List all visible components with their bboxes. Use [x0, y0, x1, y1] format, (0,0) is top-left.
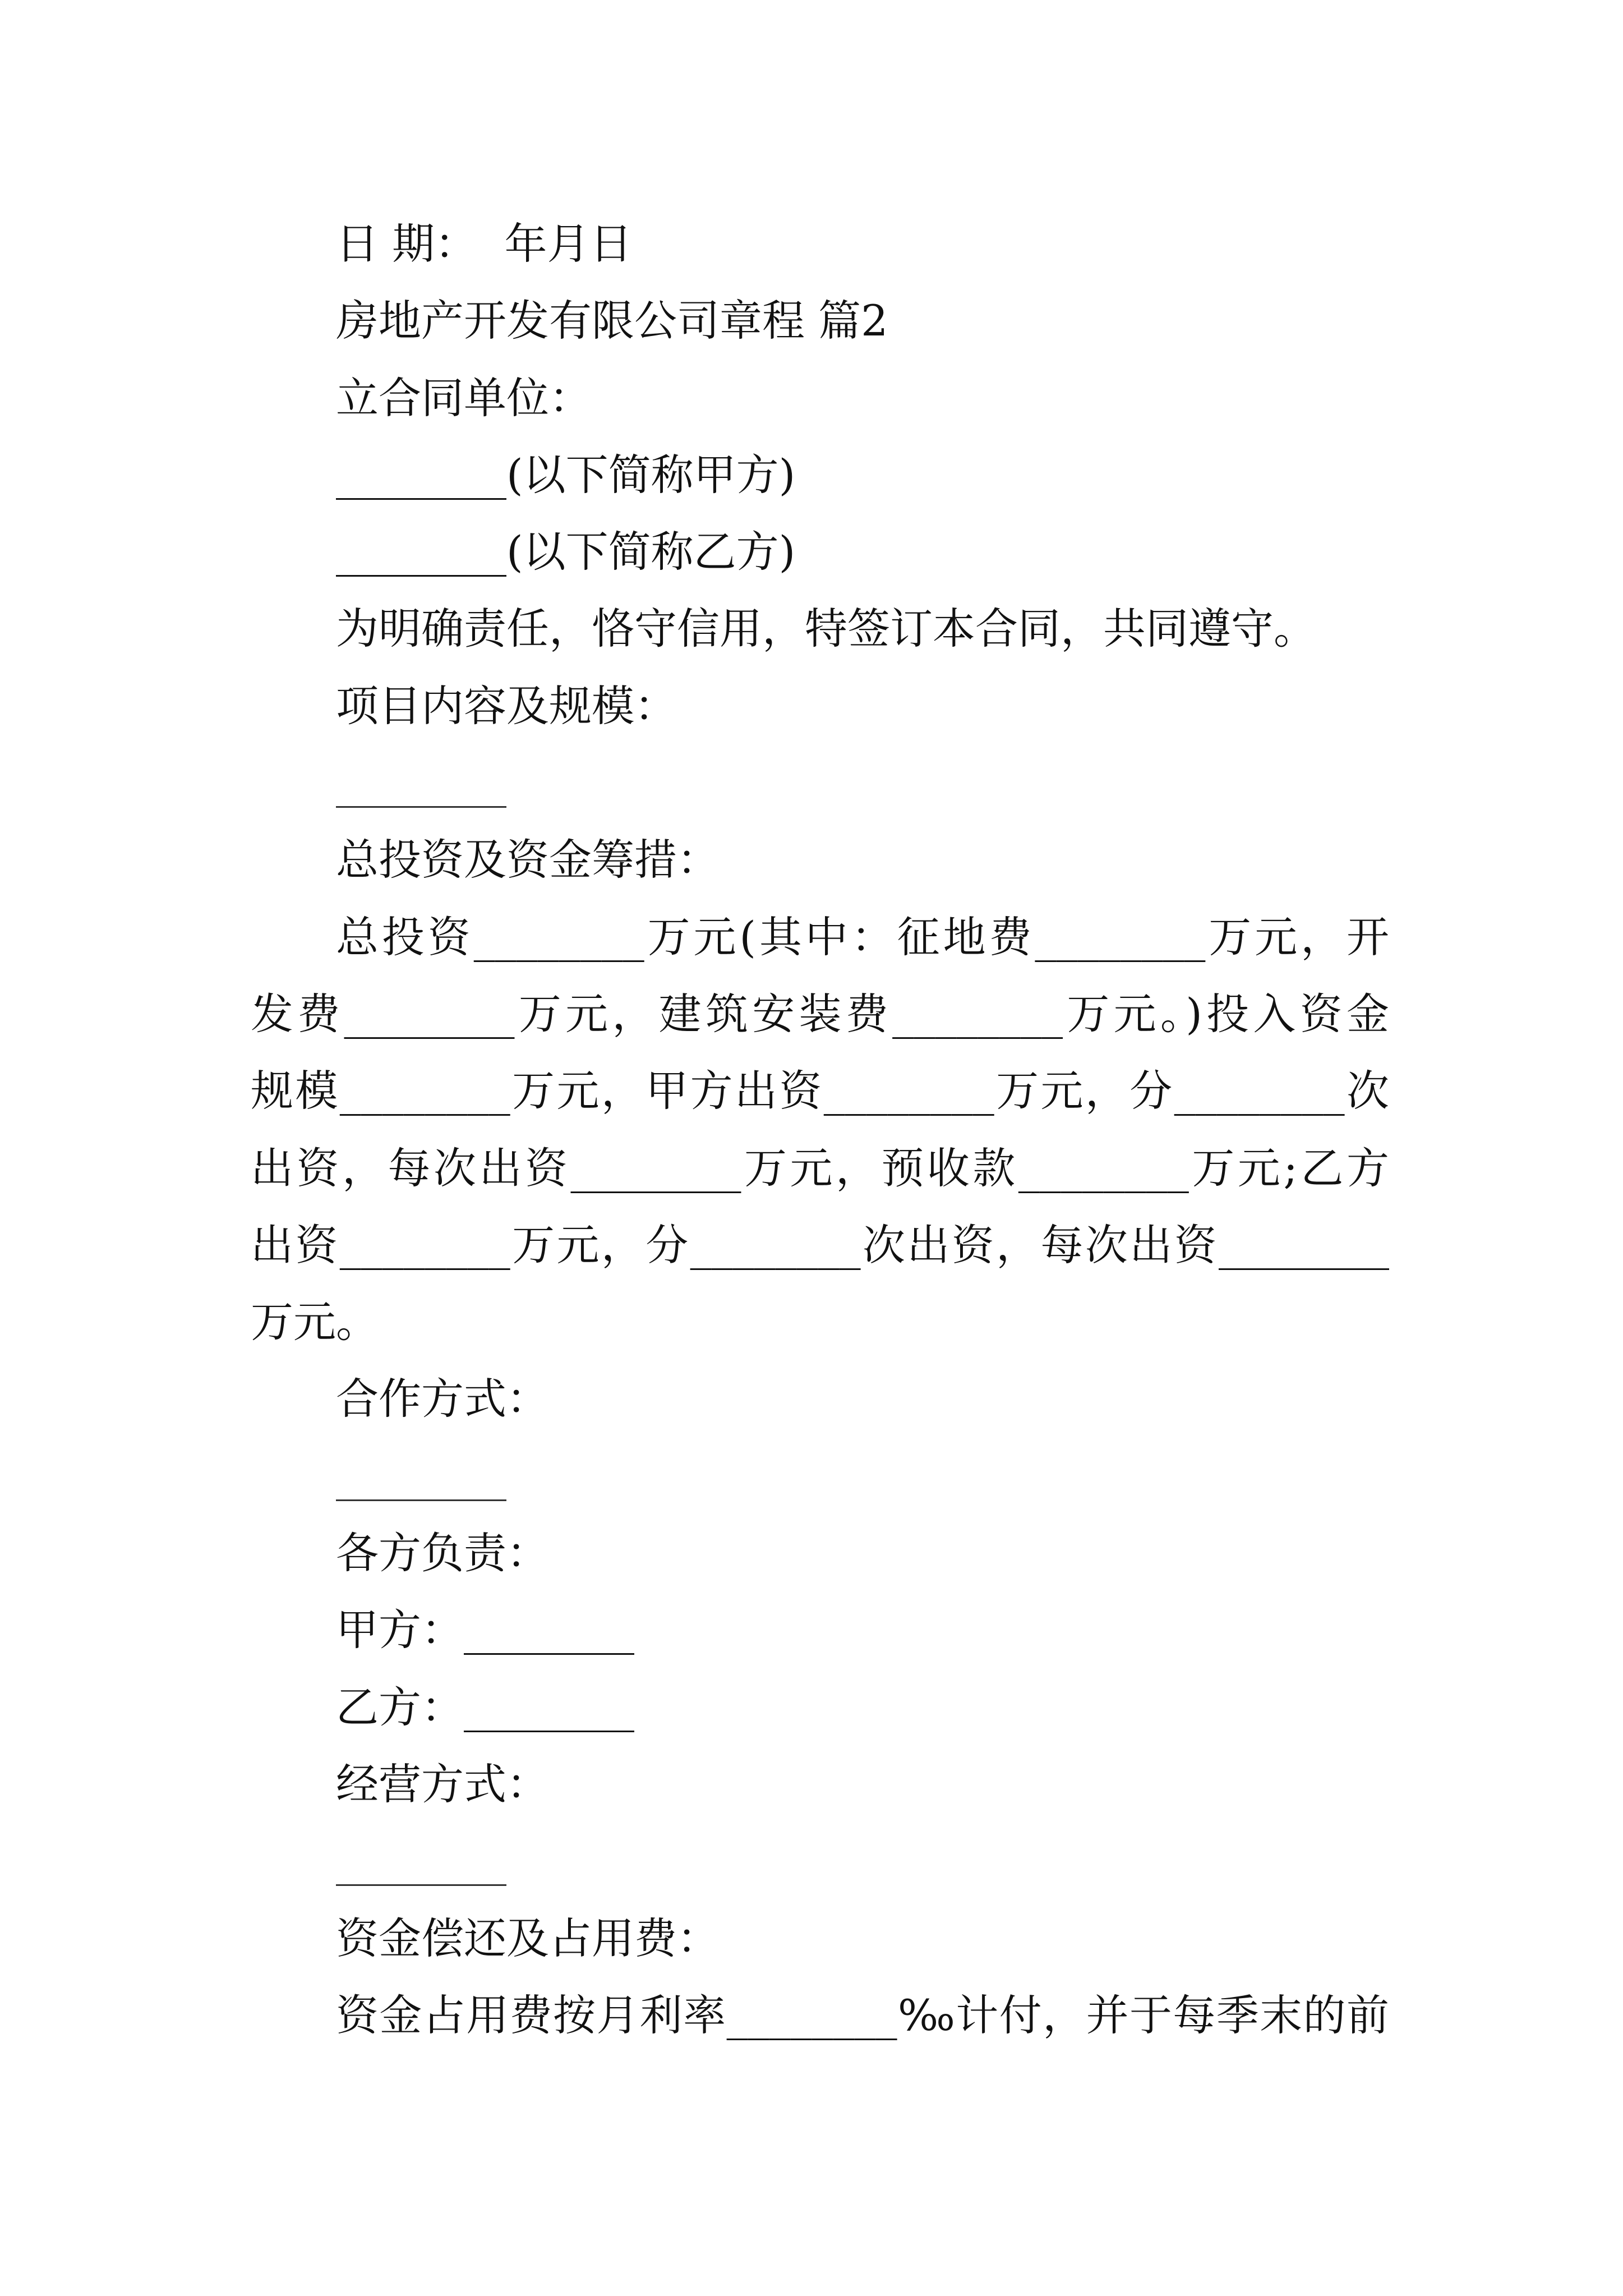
date-line: 日 期： 年月日 — [336, 219, 633, 269]
document-body — [251, 205, 1389, 2054]
investment-paragraph-line: 总投资________万元(其中：征地费________万元，开 — [336, 912, 1389, 962]
party-a-line: ________(以下简称甲方) — [336, 449, 796, 500]
repayment-paragraph-line: 资金占用费按月利率________‰计付，并于每季末的前 — [336, 1990, 1389, 2040]
repayment-heading: 资金偿还及占用费： — [336, 1913, 720, 1963]
party-b-line: ________(以下简称乙方) — [336, 527, 796, 577]
responsibilities-heading: 各方负责： — [336, 1528, 549, 1579]
investment-paragraph-line: 发费________万元，建筑安装费________万元。)投入资金 — [251, 988, 1389, 1039]
investment-paragraph-line: 出资，每次出资________万元，预收款________万元;乙方 — [251, 1143, 1389, 1193]
contract-parties-label: 立合同单位： — [336, 372, 592, 423]
project-scope-heading: 项目内容及规模： — [336, 680, 677, 731]
responsibility-party-a: 甲方：________ — [336, 1605, 634, 1655]
cooperation-mode-blank: ________ — [336, 1451, 506, 1501]
operation-mode-blank: ________ — [336, 1836, 506, 1887]
investment-paragraph-line: 出资________万元，分________次出资，每次出资________ — [251, 1220, 1389, 1270]
document-title: 房地产开发有限公司章程 篇2 — [336, 296, 888, 346]
investment-paragraph-line: 规模________万元，甲方出资________万元，分________次 — [251, 1066, 1389, 1116]
project-scope-blank: ________ — [336, 758, 506, 808]
preamble: 为明确责任，恪守信用，特签订本合同，共同遵守。 — [336, 604, 1316, 654]
cooperation-mode-heading: 合作方式： — [336, 1374, 549, 1424]
responsibility-party-b: 乙方：________ — [336, 1682, 634, 1732]
operation-mode-heading: 经营方式： — [336, 1759, 549, 1809]
investment-heading: 总投资及资金筹措： — [336, 835, 720, 885]
investment-paragraph-line: 万元。 — [251, 1297, 379, 1347]
